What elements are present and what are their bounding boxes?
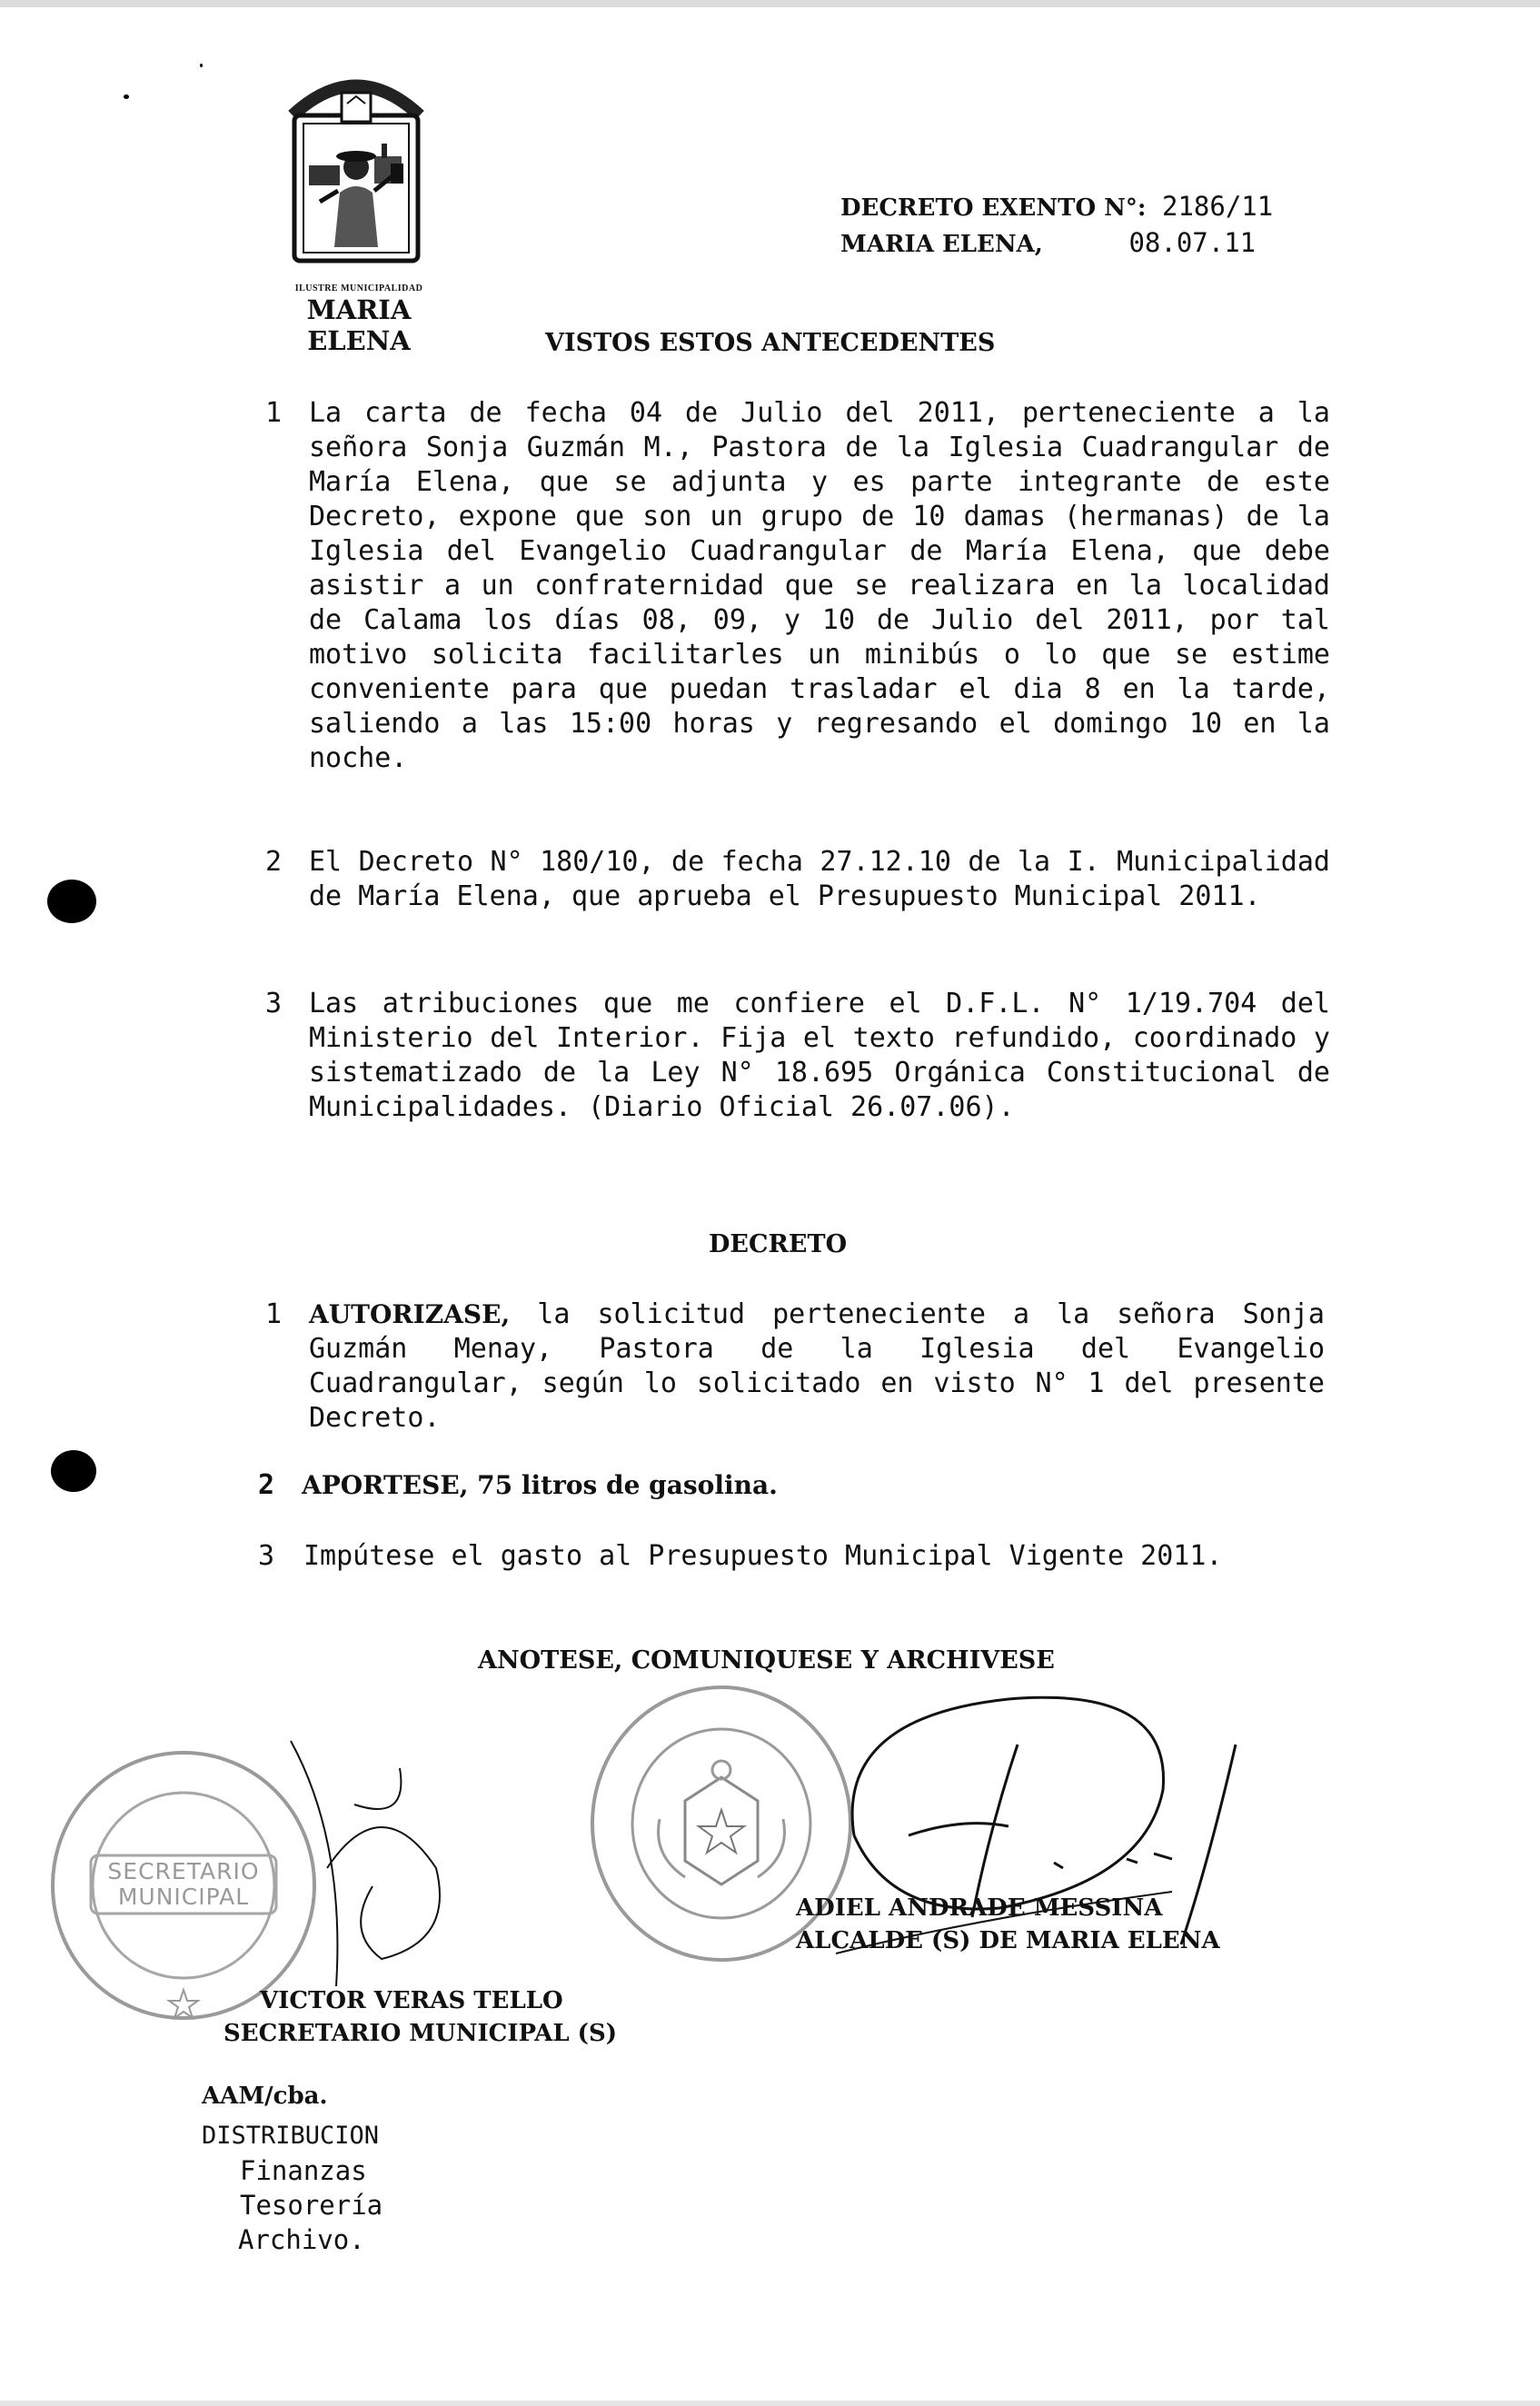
secretary-title: SECRETARIO MUNICIPAL (S) [224, 2020, 618, 2047]
decreto-item [265, 1297, 1325, 1443]
distribution-title: DISTRIBUCION [202, 2122, 380, 2150]
secretary-signature-block [224, 1984, 617, 2050]
item-text: La carta de fecha 04 de Julio del 2011, perteneciente a la señora Sonja Guzmán M., Pastora de la Iglesia Cuadrangular de María Elena, que se adjunta y es parte integrante de este Decreto, expone que son un grupo de 10 damas (hermanas) de la Iglesia del Evangelio Cuadrangular de María Elena, que debe asistir a un confraternidad que se realizara en la localidad de Calama los días 08, 09, y 10 de Julio del 2011, por tal motivo solicita facilitarles un minibús o lo que se estime conveniente para que puedan trasladar el dia 8 en la tarde, saliendo a las 15:00 horas y regresando el domingo 10 en la noche. [309, 397, 1330, 774]
scan-top-edge [0, 0, 1540, 7]
decree-number: 2186/11 [1161, 191, 1274, 222]
visto-item [265, 396, 1330, 814]
secretary-name: VICTOR VERAS TELLO [260, 1987, 563, 2014]
item-number: 3 [265, 988, 283, 1019]
logo-caption-small: ILUSTRE MUNICIPALIDAD [294, 283, 423, 293]
vistos-heading: VISTOS ESTOS ANTECEDENTES [545, 329, 996, 357]
closing-formula: ANOTESE, COMUNIQUESE Y ARCHIVESE [478, 1646, 1055, 1675]
scan-bottom-edge [0, 2401, 1540, 2406]
item-number: 1 [265, 1298, 283, 1330]
distribution-item: Finanzas [240, 2155, 367, 2186]
item-text [309, 1297, 1325, 1436]
item-number: 1 [265, 397, 283, 429]
item-text: Las atribuciones que me confiere el D.F.L. N° 1/19.704 del Ministerio del Interior. Fija el texto refundido, coordinado y sistematizado de la Ley N° 18.695 Orgánica Constitucional de Municipalidades. (Diario Oficial 26.07.06). [309, 988, 1330, 1123]
secretary-stamp-center-text [91, 1859, 276, 1910]
item-number: 2 [258, 1469, 275, 1501]
decree-date: 08.07.11 [1128, 227, 1257, 258]
item-text [302, 1468, 1301, 1503]
distribution-item: Archivo. [238, 2224, 365, 2255]
decreto-item [258, 1539, 1321, 1576]
decreto-item [258, 1468, 1321, 1505]
visto-item [265, 845, 1330, 954]
stamp-line-1: SECRETARIO [107, 1858, 260, 1884]
typist-initials: AAM/cba. [202, 2083, 328, 2110]
scan-speck [124, 94, 129, 99]
scan-speck [200, 64, 203, 67]
punch-hole-top [47, 880, 96, 923]
decree-header [840, 189, 1273, 262]
punch-hole-bottom [51, 1450, 96, 1492]
distribution-list [202, 2119, 383, 2257]
decree-place-label: MARIA ELENA, [840, 231, 1043, 258]
municipal-crest-logo [283, 65, 429, 274]
mayor-name: ADIEL ANDRADE MESSINA [796, 1894, 1163, 1922]
logo-caption-municipality: MARIA ELENA [306, 294, 412, 356]
item-bold-lead: AUTORIZASE, [309, 1299, 511, 1329]
stamp-line-2: MUNICIPAL [117, 1884, 250, 1910]
item-number: 2 [265, 846, 283, 878]
item-body: la solicitud perteneciente a la señora Sonja Guzmán Menay, Pastora de la Iglesia del Evangelio Cuadrangular, según lo solicitado en visto N° 1 del presente Decreto. [309, 1298, 1325, 1434]
handwritten-signature-secretary [273, 1732, 472, 2004]
item-text: Impútese el gasto al Presupuesto Municipal Vigente 2011. [303, 1540, 1223, 1572]
distribution-item: Tesorería [240, 2190, 383, 2221]
item-text: El Decreto N° 180/10, de fecha 27.12.10 de la I. Municipalidad de María Elena, que aprueba el Presupuesto Municipal 2011. [309, 846, 1330, 912]
item-bold-lead: APORTESE, 75 litros de gasolina. [302, 1470, 778, 1500]
mayor-signature-block [796, 1892, 1220, 1957]
item-number: 3 [258, 1540, 275, 1572]
mayor-title: ALCALDE (S) DE MARIA ELENA [796, 1927, 1220, 1954]
visto-item [265, 987, 1330, 1168]
decreto-heading: DECRETO [709, 1230, 848, 1258]
decree-number-label: DECRETO EXENTO N°: [840, 194, 1147, 222]
